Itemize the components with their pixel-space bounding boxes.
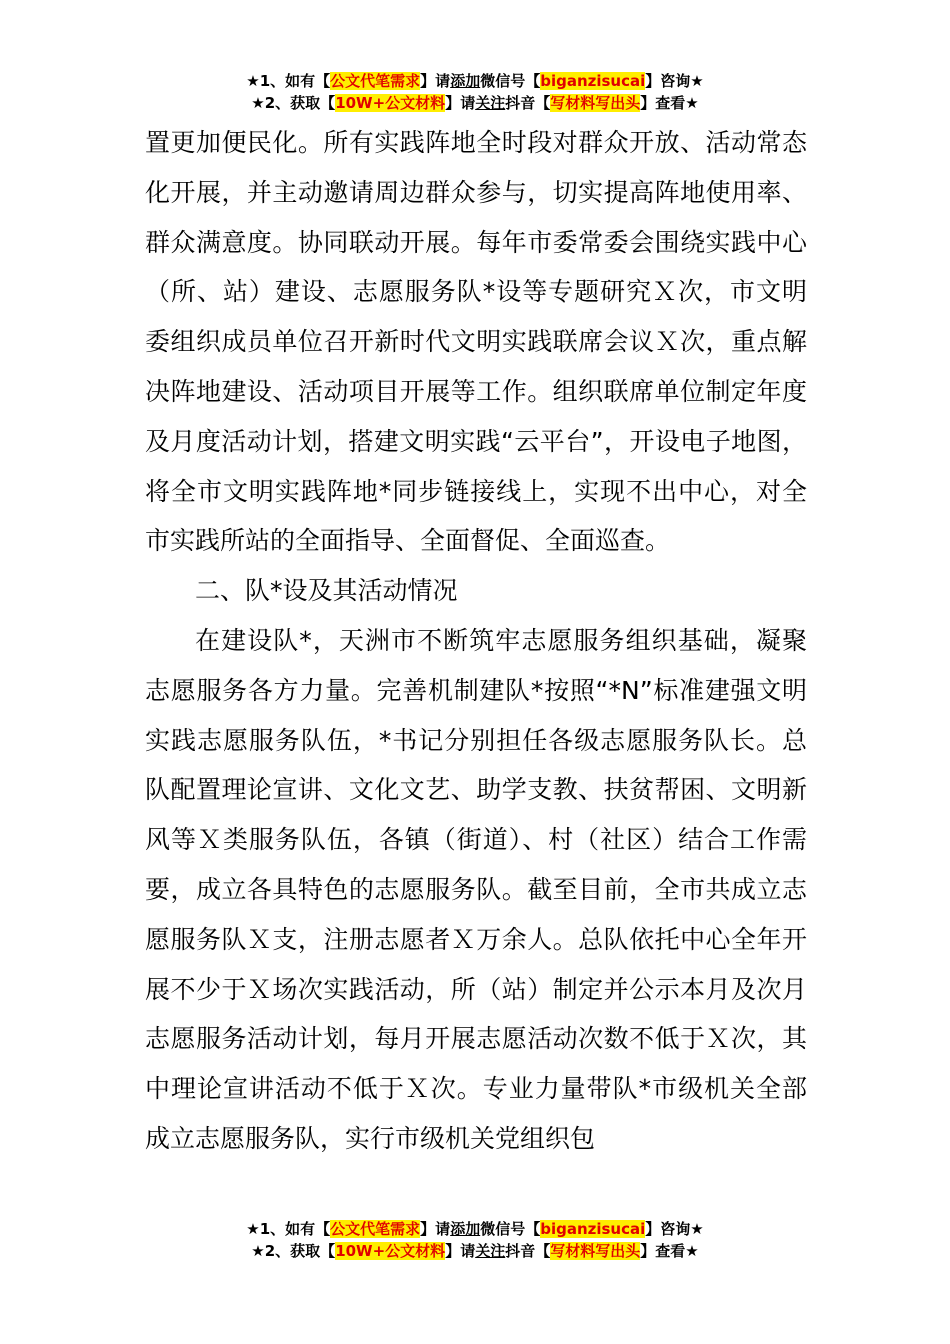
banner-text: 微信号【 bbox=[480, 72, 541, 90]
banner-text: ★1、如有【 bbox=[246, 1220, 331, 1238]
banner-highlight: 公文代笔需求 bbox=[330, 72, 421, 90]
section-heading: 二、队*设及其活动情况 bbox=[195, 576, 458, 606]
banner-text: ★1、如有【 bbox=[246, 72, 331, 90]
banner-text: 抖音【 bbox=[505, 94, 551, 112]
banner-text: 抖音【 bbox=[505, 1242, 551, 1260]
banner-underline: 关注 bbox=[475, 1242, 506, 1260]
banner-text: 】请 bbox=[445, 94, 476, 112]
banner-line-1 bbox=[0, 70, 950, 92]
banner-text: 】咨询★ bbox=[645, 72, 704, 90]
banner-highlight: 10W+公文材料 bbox=[335, 94, 446, 112]
banner-highlight: biganzisucai bbox=[540, 72, 646, 90]
banner-highlight: 10W+公文材料 bbox=[335, 1242, 446, 1260]
document-body bbox=[145, 118, 807, 1164]
banner-highlight: 公文代笔需求 bbox=[330, 1220, 421, 1238]
banner-line-2 bbox=[0, 92, 950, 114]
banner-text: 】请 bbox=[420, 1220, 451, 1238]
banner-underline: 添加 bbox=[450, 1220, 481, 1238]
banner-text: 】请 bbox=[445, 1242, 476, 1260]
banner-text: 】查看★ bbox=[640, 1242, 699, 1260]
banner-highlight: 写材料写出头 bbox=[550, 94, 641, 112]
body-paragraph: 置更加便民化。所有实践阵地全时段对群众开放、活动常态化开展，并主动邀请周边群众参与，切实提高阵地使用率、群众满意度。协同联动开展。每年市委常委会围绕实践中心（所、站）建设、志愿服务队*设等专题研究Ｘ次，市文明委组织成员单位召开新时代文明实践联席会议Ｘ次，重点解决阵地建设、活动项目开展等工作。组织联席单位制定年度及月度活动计划，搭建文明实践“云平台”，开设电子地图，将全市文明实践阵地*同步链接线上，实现不出中心，对全市实践所站的全面指导、全面督促、全面巡查。 bbox=[145, 128, 807, 556]
banner-text: ★2、获取【 bbox=[251, 1242, 336, 1260]
banner-text: 】咨询★ bbox=[645, 1220, 704, 1238]
banner-text: ★2、获取【 bbox=[251, 94, 336, 112]
footer-banner bbox=[0, 1218, 950, 1262]
body-paragraph: 在建设队*，天洲市不断筑牢志愿服务组织基础，凝聚志愿服务各方力量。完善机制建队*按照“*N”标准建强文明实践志愿服务队伍，*书记分别担任各级志愿服务队长。总队配置理论宣讲、文化文艺、助学支教、扶贫帮困、文明新风等Ｘ类服务队伍，各镇（街道）、村（社区）结合工作需要，成立各具特色的志愿服务队。截至目前，全市共成立志愿服务队Ｘ支，注册志愿者Ｘ万余人。总队依托中心全年开展不少于Ｘ场次实践活动，所（站）制定并公示本月及次月志愿服务活动计划，每月开展志愿活动次数不低于Ｘ次，其中理论宣讲活动不低于Ｘ次。专业力量带队*市级机关全部成立志愿服务队，实行市级机关党组织包 bbox=[145, 625, 807, 1153]
banner-text: 微信号【 bbox=[480, 1220, 541, 1238]
banner-text: 】请 bbox=[420, 72, 451, 90]
banner-highlight: 写材料写出头 bbox=[550, 1242, 641, 1260]
banner-line-1 bbox=[0, 1218, 950, 1240]
banner-highlight: biganzisucai bbox=[540, 1220, 646, 1238]
banner-text: 】查看★ bbox=[640, 94, 699, 112]
banner-line-2 bbox=[0, 1240, 950, 1262]
header-banner bbox=[0, 70, 950, 114]
banner-underline: 关注 bbox=[475, 94, 506, 112]
banner-underline: 添加 bbox=[450, 72, 481, 90]
